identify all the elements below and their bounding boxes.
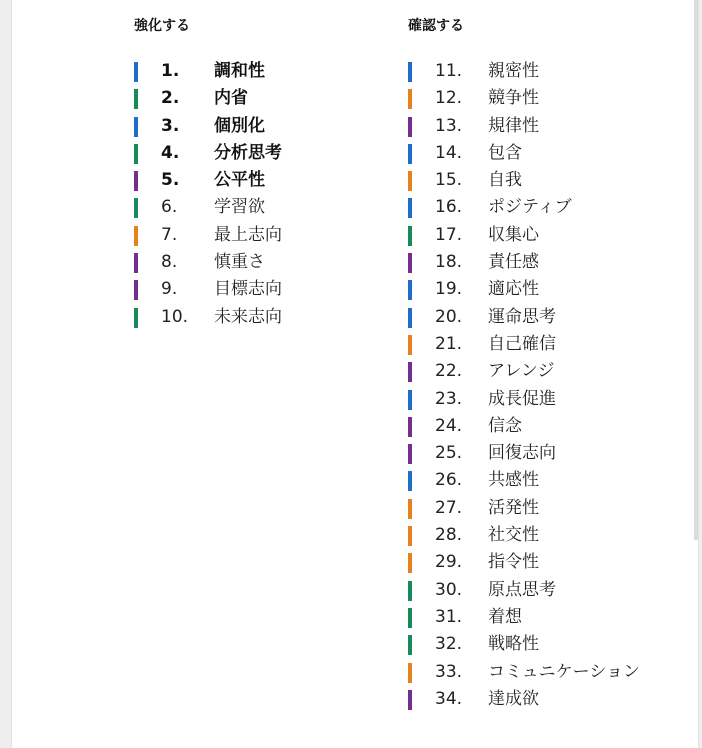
rank-number: 29. — [435, 552, 463, 573]
strength-item — [408, 659, 640, 686]
strength-item — [408, 140, 522, 167]
category-color-bar — [134, 117, 138, 137]
strength-name: 自己確信 — [488, 333, 556, 354]
strength-name: 学習欲 — [214, 197, 265, 218]
strength-name: 最上志向 — [214, 224, 282, 245]
rank-number: 23. — [435, 388, 463, 409]
rank-number: 26. — [435, 470, 463, 491]
category-color-bar — [408, 608, 412, 628]
strength-name: 活発性 — [488, 497, 539, 518]
strength-name: ポジティブ — [488, 197, 572, 218]
confirm-list — [408, 58, 640, 713]
category-color-bar — [408, 635, 412, 655]
page-edge-shadow — [694, 0, 698, 540]
category-color-bar — [134, 253, 138, 273]
rank-number: 19. — [435, 279, 463, 300]
rank-number: 22. — [435, 361, 463, 382]
strength-item — [408, 467, 539, 494]
rank-number: 11. — [435, 61, 463, 81]
confirm-heading: 確認する — [408, 18, 464, 34]
strength-name: 責任感 — [488, 252, 539, 273]
strength-name: 個別化 — [214, 115, 265, 136]
strength-name: 規律性 — [488, 115, 539, 136]
category-color-bar — [134, 62, 138, 82]
category-color-bar — [408, 581, 412, 601]
strength-item — [134, 85, 248, 112]
rank-number: 1. — [161, 61, 180, 81]
strength-item — [408, 522, 539, 549]
document-page — [12, 0, 698, 748]
strength-item — [408, 222, 539, 249]
rank-number: 14. — [435, 142, 463, 163]
strength-name: 内省 — [214, 88, 248, 109]
strength-item — [408, 331, 556, 358]
category-color-bar — [134, 144, 138, 164]
rank-number: 27. — [435, 497, 463, 518]
category-color-bar — [408, 226, 412, 246]
strength-name: 信念 — [488, 415, 522, 436]
category-color-bar — [408, 362, 412, 382]
strength-item — [134, 167, 265, 194]
strengthen-list — [134, 58, 282, 331]
strength-item — [408, 194, 572, 221]
strength-item — [134, 113, 265, 140]
category-color-bar — [408, 198, 412, 218]
rank-number: 9. — [161, 279, 178, 300]
rank-number: 4. — [161, 142, 180, 163]
strength-item — [408, 495, 539, 522]
category-color-bar — [134, 280, 138, 300]
rank-number: 24. — [435, 415, 463, 436]
strength-name: コミュニケーション — [488, 661, 640, 682]
strength-item — [408, 631, 539, 658]
rank-number: 30. — [435, 579, 463, 600]
strength-name: 着想 — [488, 606, 522, 627]
strength-name: 達成欲 — [488, 688, 539, 709]
category-color-bar — [134, 171, 138, 191]
strength-item — [408, 577, 556, 604]
strength-item — [408, 686, 539, 713]
strength-item — [408, 167, 522, 194]
strength-name: 自我 — [488, 170, 522, 191]
category-color-bar — [134, 198, 138, 218]
rank-number: 12. — [435, 88, 463, 109]
rank-number: 33. — [435, 661, 463, 682]
strength-name: 回復志向 — [488, 443, 556, 464]
strength-name: 原点思考 — [488, 579, 556, 600]
rank-number: 34. — [435, 688, 463, 709]
strength-item — [134, 276, 282, 303]
strength-name: 包含 — [488, 142, 522, 163]
rank-number: 2. — [161, 88, 180, 109]
strength-name: 公平性 — [214, 170, 265, 191]
rank-number: 7. — [161, 224, 178, 245]
strength-item — [134, 194, 265, 221]
category-color-bar — [408, 471, 412, 491]
strength-item — [134, 304, 282, 331]
rank-number: 31. — [435, 606, 463, 627]
strength-item — [408, 386, 556, 413]
strength-name: 分析思考 — [214, 142, 282, 163]
rank-number: 20. — [435, 306, 463, 327]
rank-number: 17. — [435, 224, 463, 245]
category-color-bar — [408, 690, 412, 710]
strength-name: 戦略性 — [488, 634, 539, 655]
strength-item — [408, 413, 522, 440]
category-color-bar — [408, 171, 412, 191]
strength-name: 目標志向 — [214, 279, 282, 300]
category-color-bar — [408, 499, 412, 519]
strength-item — [408, 604, 522, 631]
strength-name: 競争性 — [488, 88, 539, 109]
rank-number: 6. — [161, 197, 178, 218]
rank-number: 16. — [435, 197, 463, 218]
strength-name: 適応性 — [488, 279, 539, 300]
category-color-bar — [134, 226, 138, 246]
category-color-bar — [408, 444, 412, 464]
strength-name: アレンジ — [488, 361, 555, 382]
category-color-bar — [408, 390, 412, 410]
strength-name: 運命思考 — [488, 306, 556, 327]
strength-item — [408, 304, 556, 331]
strength-name: 社交性 — [488, 525, 539, 546]
category-color-bar — [408, 553, 412, 573]
strength-item — [408, 440, 556, 467]
rank-number: 15. — [435, 170, 463, 191]
category-color-bar — [408, 335, 412, 355]
strength-item — [408, 249, 539, 276]
rank-number: 3. — [161, 115, 180, 136]
category-color-bar — [408, 308, 412, 328]
strength-name: 指令性 — [488, 552, 539, 573]
rank-number: 13. — [435, 115, 463, 136]
rank-number: 21. — [435, 333, 463, 354]
rank-number: 32. — [435, 634, 463, 655]
category-color-bar — [408, 117, 412, 137]
strength-name: 成長促進 — [488, 388, 556, 409]
confirm-column — [408, 16, 640, 713]
category-color-bar — [408, 526, 412, 546]
category-color-bar — [134, 89, 138, 109]
category-color-bar — [408, 417, 412, 437]
strengthen-column — [134, 16, 282, 331]
strength-item — [408, 58, 539, 85]
strength-name: 慎重さ — [214, 252, 265, 273]
rank-number: 18. — [435, 252, 463, 273]
strength-name: 調和性 — [214, 61, 265, 81]
strength-item — [134, 58, 265, 85]
category-color-bar — [408, 280, 412, 300]
strength-name: 収集心 — [488, 224, 539, 245]
strength-item — [408, 85, 539, 112]
category-color-bar — [408, 62, 412, 82]
category-color-bar — [408, 663, 412, 683]
rank-number: 10. — [161, 306, 189, 327]
rank-number: 25. — [435, 443, 463, 464]
category-color-bar — [408, 89, 412, 109]
strength-item — [134, 222, 282, 249]
rank-number: 5. — [161, 170, 180, 191]
category-color-bar — [134, 308, 138, 328]
strength-item — [408, 276, 539, 303]
strength-name: 親密性 — [488, 61, 539, 81]
strength-item — [408, 549, 539, 576]
strength-item — [134, 140, 282, 167]
strength-name: 未来志向 — [214, 306, 282, 327]
category-color-bar — [408, 253, 412, 273]
strength-item — [408, 113, 539, 140]
strength-name: 共感性 — [488, 470, 539, 491]
strength-item — [134, 249, 265, 276]
strengthen-heading: 強化する — [134, 18, 190, 34]
rank-number: 8. — [161, 252, 178, 273]
strength-item — [408, 358, 555, 385]
category-color-bar — [408, 144, 412, 164]
rank-number: 28. — [435, 525, 463, 546]
